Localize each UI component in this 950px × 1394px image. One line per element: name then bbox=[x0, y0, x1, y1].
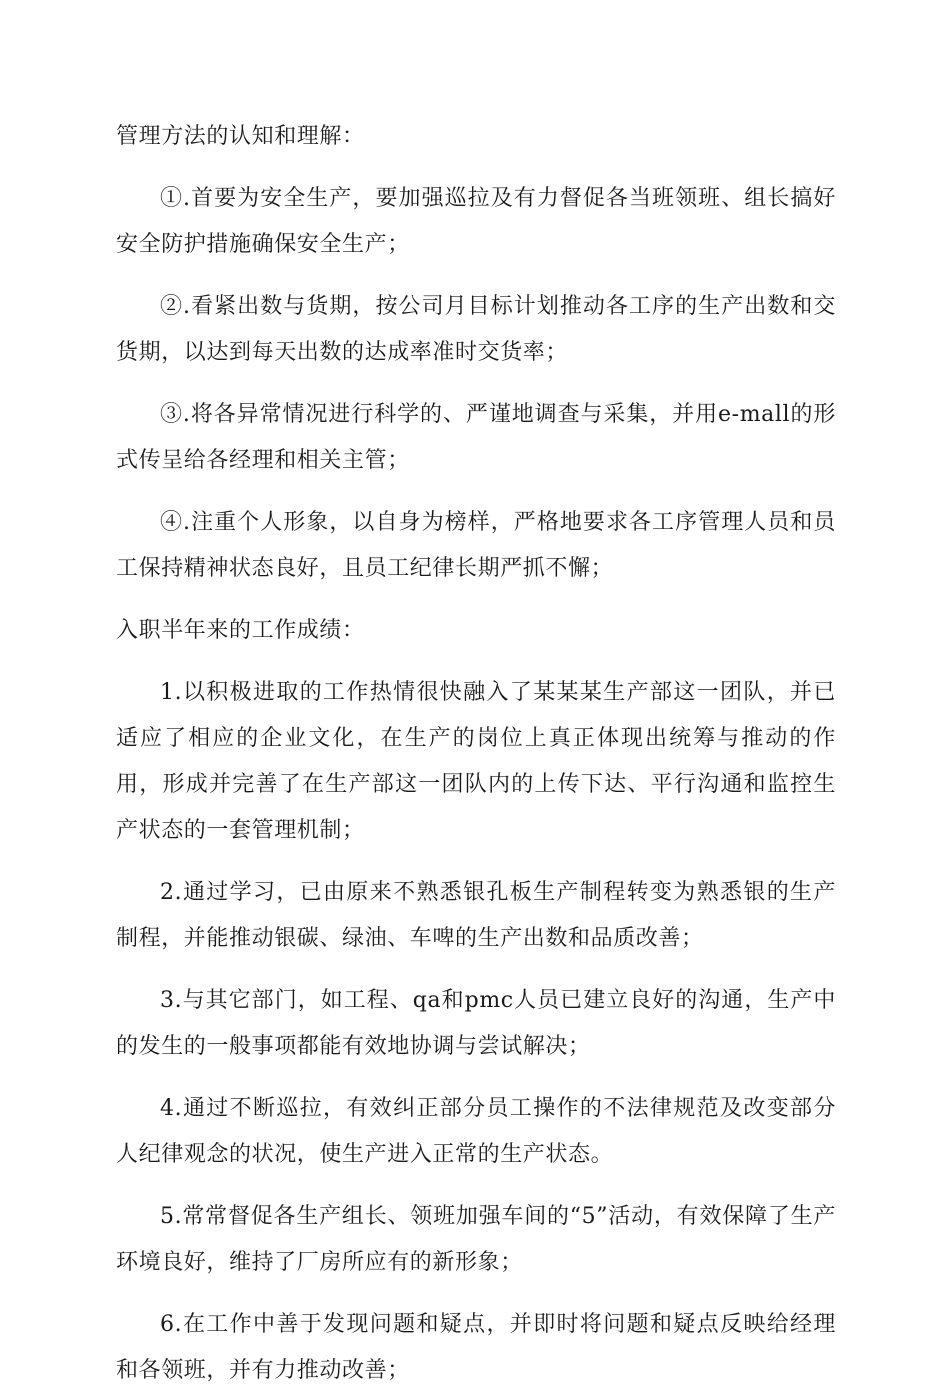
section-heading-achievements: 入职半年来的工作成绩： bbox=[116, 618, 365, 643]
document-body bbox=[116, 114, 836, 1394]
management-item-1: ①.首要为安全生产，要加强巡拉及有力督促各当班领班、组长搞好安全防护措施确保安全生产； bbox=[116, 186, 836, 257]
achievement-item-1: 1.以积极进取的工作热情很快融入了某某某生产部这一团队，并已适应了相应的企业文化，在生产的岗位上真正体现出统筹与推动的作用，形成并完善了在生产部这一团队内的上传下达、平行沟通和监控生产状态的一套管理机制； bbox=[116, 680, 836, 843]
section-heading-management: 管理方法的认知和理解： bbox=[116, 124, 365, 149]
achievement-item-6: 6.在工作中善于发现问题和疑点，并即时将问题和疑点反映给经理和各领班，并有力推动改善； bbox=[116, 1312, 836, 1383]
management-item-3: ③.将各异常情况进行科学的、严谨地调查与采集，并用e-mall的形式传呈给各经理和相关主管； bbox=[116, 402, 836, 473]
achievement-item-5: 5.常常督促各生产组长、领班加强车间的“5”活动，有效保障了生产环境良好，维持了厂房所应有的新形象； bbox=[116, 1204, 836, 1275]
achievement-item-4: 4.通过不断巡拉，有效纠正部分员工操作的不法律规范及改变部分人纪律观念的状况，使生产进入正常的生产状态。 bbox=[116, 1096, 836, 1167]
achievement-item-3: 3.与其它部门，如工程、qa和pmc人员已建立良好的沟通，生产中的发生的一般事项都能有效地协调与尝试解决； bbox=[116, 988, 836, 1059]
management-item-2: ②.看紧出数与货期，按公司月目标计划推动各工序的生产出数和交货期，以达到每天出数的达成率准时交货率； bbox=[116, 294, 836, 365]
management-item-4: ④.注重个人形象，以自身为榜样，严格地要求各工序管理人员和员工保持精神状态良好，且员工纪律长期严抓不懈； bbox=[116, 510, 836, 581]
achievement-item-2: 2.通过学习，已由原来不熟悉银孔板生产制程转变为熟悉银的生产制程，并能推动银碳、绿油、车啤的生产出数和品质改善； bbox=[116, 880, 836, 951]
